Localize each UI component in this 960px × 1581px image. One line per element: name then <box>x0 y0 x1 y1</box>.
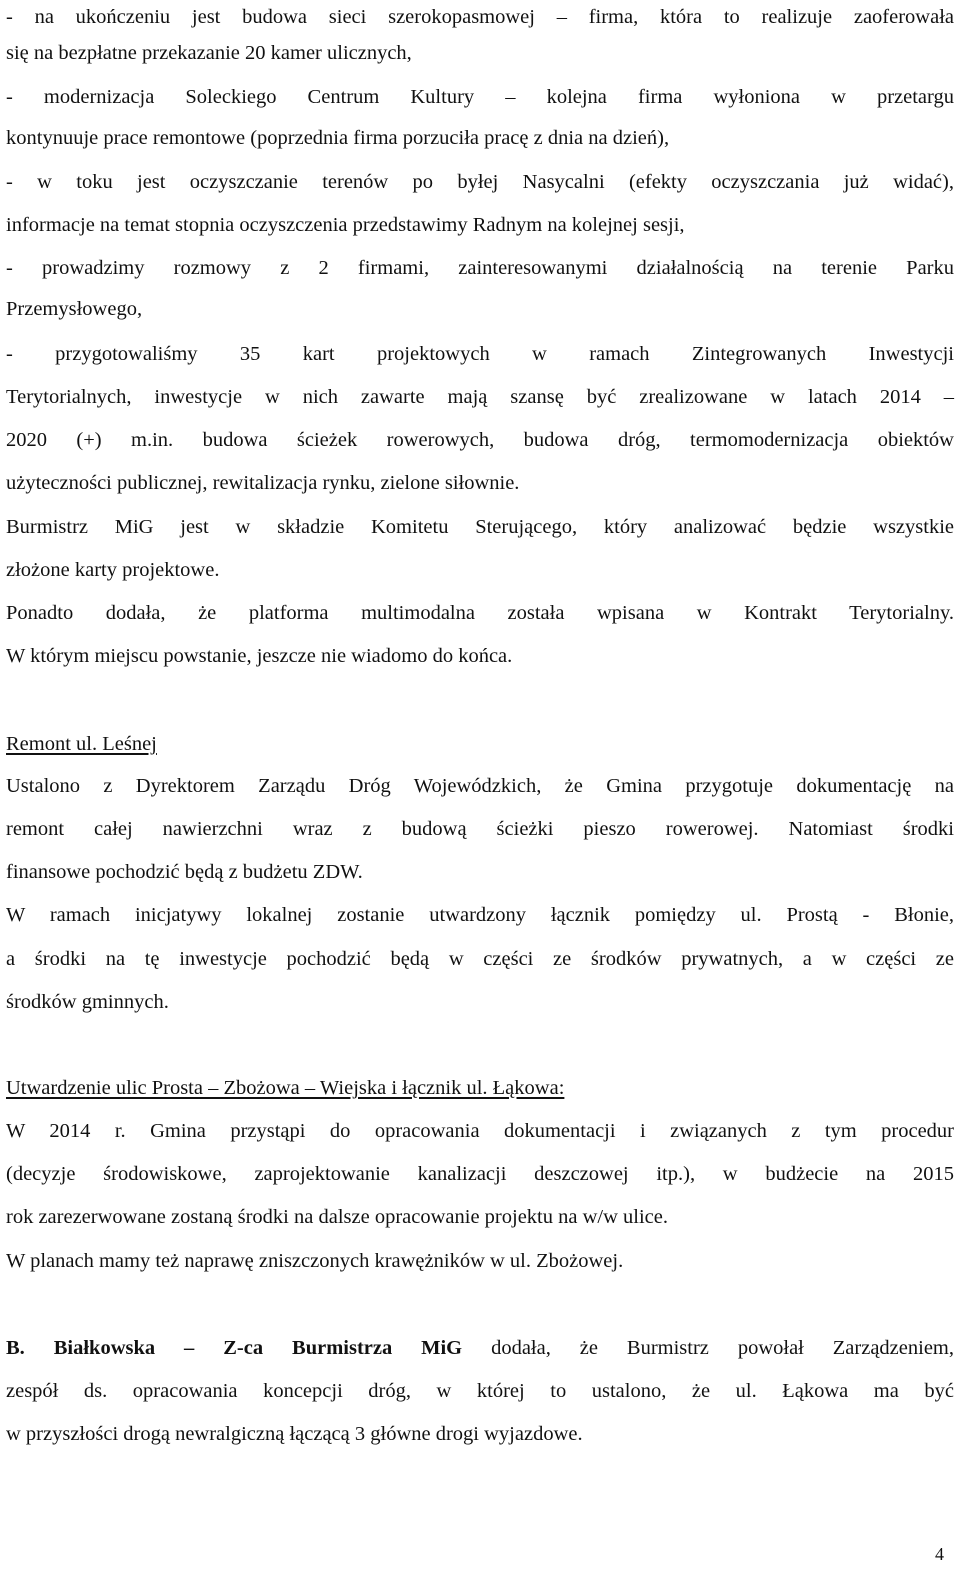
text-line: - w toku jest oczyszczanie terenów po byłej Nasycalni (efekty oczyszczania już widać), <box>6 171 954 193</box>
text-line: W ramach inicjatywy lokalnej zostanie utwardzony łącznik pomiędzy ul. Prostą - Błonie, <box>6 904 954 926</box>
text-line: złożone karty projektowe. <box>6 559 220 581</box>
text-line: się na bezpłatne przekazanie 20 kamer ulicznych, <box>6 42 412 64</box>
text-line: W planach mamy też naprawę zniszczonych krawężników w ul. Zbożowej. <box>6 1250 624 1272</box>
text-line: (decyzje środowiskowe, zaprojektowanie kanalizacji deszczowej itp.), w budżecie na 2015 <box>6 1163 954 1185</box>
text-line: Ustalono z Dyrektorem Zarządu Dróg Wojewódzkich, że Gmina przygotuje dokumentację na <box>6 775 954 797</box>
text-line: w przyszłości drogą newralgiczną łączącą 3 główne drogi wyjazdowe. <box>6 1423 583 1445</box>
text-line: - na ukończeniu jest budowa sieci szerokopasmowej – firma, która to realizuje zaoferowała <box>6 6 954 28</box>
speaker-name: B. Białkowska – Z-ca Burmistrza MiG <box>6 1337 463 1359</box>
text-line-rest: dodała, że Burmistrz powołał Zarządzeniem, <box>462 1337 954 1359</box>
text-line: W 2014 r. Gmina przystąpi do opracowania dokumentacji i związanych z tym procedur <box>6 1120 954 1142</box>
section-heading: Remont ul. Leśnej <box>6 733 157 755</box>
text-line: kontynuuje prace remontowe (poprzednia firma porzuciła pracę z dnia na dzień), <box>6 127 670 149</box>
text-line: - modernizacja Soleckiego Centrum Kultury – kolejna firma wyłoniona w przetargu <box>6 86 954 108</box>
text-line: - prowadzimy rozmowy z 2 firmami, zainteresowanymi działalnością na terenie Parku <box>6 257 954 279</box>
text-line: finansowe pochodzić będą z budżetu ZDW. <box>6 861 363 883</box>
text-line: środków gminnych. <box>6 991 169 1013</box>
text-line <box>6 1333 954 1363</box>
text-line: W którym miejscu powstanie, jeszcze nie wiadomo do końca. <box>6 645 513 667</box>
text-line: rok zarezerwowane zostaną środki na dalsze opracowanie projektu na w/w ulice. <box>6 1206 668 1228</box>
text-line: - przygotowaliśmy 35 kart projektowych w ramach Zintegrowanych Inwestycji <box>6 343 954 365</box>
text-line: a środki na tę inwestycje pochodzić będą w części ze środków prywatnych, a w części ze <box>6 948 954 970</box>
text-line: informacje na temat stopnia oczyszczenia przedstawimy Radnym na kolejnej sesji, <box>6 214 685 236</box>
text-line: Burmistrz MiG jest w składzie Komitetu Sterującego, który analizować będzie wszystkie <box>6 516 954 538</box>
text-line: Terytorialnych, inwestycje w nich zawarte mają szansę być zrealizowane w latach 2014 – <box>6 386 954 408</box>
text-line: Przemysłowego, <box>6 298 143 320</box>
text-line: remont całej nawierzchni wraz z budową ścieżki pieszo rowerowej. Natomiast środki <box>6 818 954 840</box>
text-line: użyteczności publicznej, rewitalizacja rynku, zielone siłownie. <box>6 472 520 494</box>
text-line: zespół ds. opracowania koncepcji dróg, w której to ustalono, że ul. Łąkowa ma być <box>6 1380 954 1402</box>
text-line: 2020 (+) m.in. budowa ścieżek rowerowych, budowa dróg, termomodernizacja obiektów <box>6 429 954 451</box>
section-heading: Utwardzenie ulic Prosta – Zbożowa – Wiejska i łącznik ul. Łąkowa: <box>6 1077 565 1099</box>
page-number: 4 <box>935 1544 944 1564</box>
text-line: Ponadto dodała, że platforma multimodalna została wpisana w Kontrakt Terytorialny. <box>6 602 954 624</box>
